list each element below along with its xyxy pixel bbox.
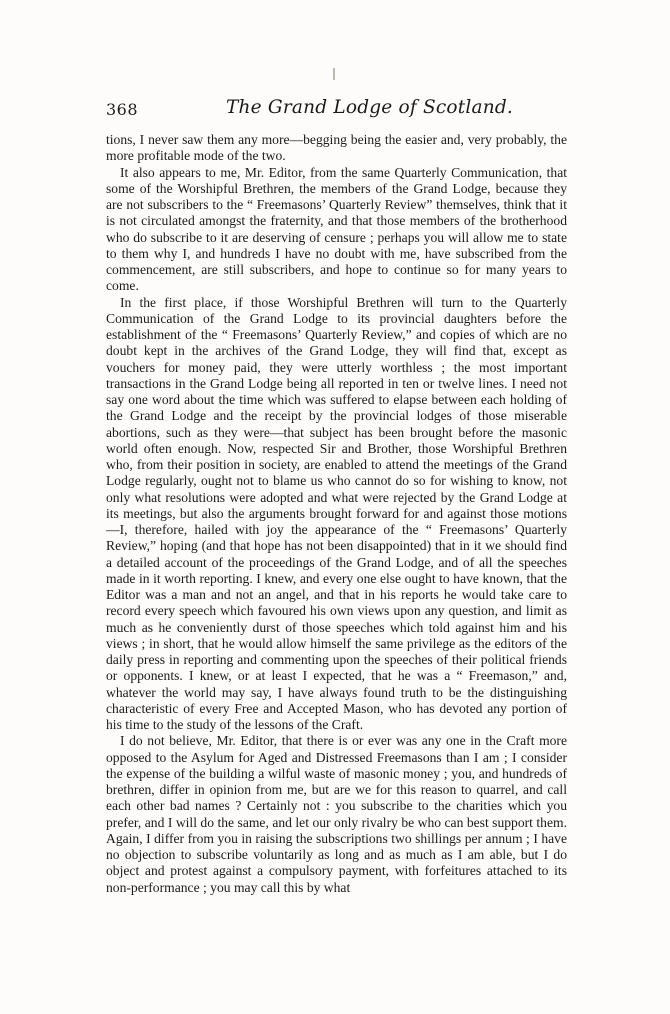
page-number: 368 xyxy=(106,100,139,119)
running-title: The Grand Lodge of Scotland. xyxy=(226,97,513,118)
paragraph: I do not believe, Mr. Editor, that there is or ever was any one in the Craft more opposed to the Asylum for Aged and Distressed Freemasons than I am ; I consider the expense of the building a wilful waste of masonic money ; you, and hundreds of brethren, differ in opinion from me, but are we for this reason to quarrel, and call each other bad names ? Certainly not : you subscribe to the charities which you prefer, and I will do the same, and let our only rivalry be who can best support them. Again, I differ from you in raising the subscriptions two shillings per annum ; I have no objection to subscribe voluntarily as long and as much as I am able, but I do object and protest against a compulsory payment, with forfeitures attached to its non-performance ; you may call this by what xyxy=(106,733,567,895)
page-header xyxy=(106,97,571,125)
paragraph: In the first place, if those Worshipful Brethren will turn to the Quarterly Communication of the Grand Lodge to its provincial daughters before the establishment of the “ Freemasons’ Quarterly Review,” and copies of which are no doubt kept in the archives of the Grand Lodge, they will find that, except as vouchers for money paid, they were utterly worthless ; the most important transactions in the Grand Lodge being all reported in ten or twelve lines. I need not say one word about the time which was suffered to elapse between each holding of the Grand Lodge and the receipt by the provincial lodges of those miserable abortions, such as they were—that subject has been brought before the masonic world often enough. Now, respected Sir and Brother, those Worshipful Brethren who, from their position in society, are enabled to attend the meetings of the Grand Lodge regularly, ought not to blame us who cannot do so for wishing to know, not only what resolutions were adopted and what were rejected by the Grand Lodge at its meetings, but also the arguments brought forward for and against those motions—I, therefore, hailed with joy the appearance of the “ Freemasons’ Quarterly Review,” hoping (and that hope has not been disappointed) that in it we should find a detailed account of the proceedings of the Grand Lodge, and of all the speeches made in it worth reporting. I knew, and every one else ought to have known, that the Editor was a man and not an angel, and that in his reports he would take care to record every speech which favoured his own views upon any question, and limit as much as he conveniently durst of those speeches which told against him and his views ; in short, that he would allow himself the same privilege as the editors of the daily press in reporting and commenting upon the speeches of their political friends or opponents. I knew, or at least I expected, that he was a “ Freemason,” and, whatever the world may say, I have always found truth to be the distinguishing characteristic of every Free and Accepted Mason, who has devoted any portion of his time to the study of the lessons of the Craft. xyxy=(106,294,567,732)
scan-mark xyxy=(333,68,335,80)
paragraph: tions, I never saw them any more—begging being the easier and, very probably, the more profitable mode of the two. xyxy=(106,132,567,164)
paragraph: It also appears to me, Mr. Editor, from the same Quarterly Communication, that some of the Worshipful Brethren, the members of the Grand Lodge, because they are not subscribers to the “ Freemasons’ Quarterly Review” themselves, think that it is not circulated amongst the fraternity, and that those members of the brotherhood who do subscribe to it are deserving of censure ; perhaps you will allow me to state to them why I, and hundreds I have no doubt with me, have subscribed from the commencement, are still subscribers, and hope to continue so for many years to come. xyxy=(106,164,567,294)
body-text xyxy=(106,132,567,896)
